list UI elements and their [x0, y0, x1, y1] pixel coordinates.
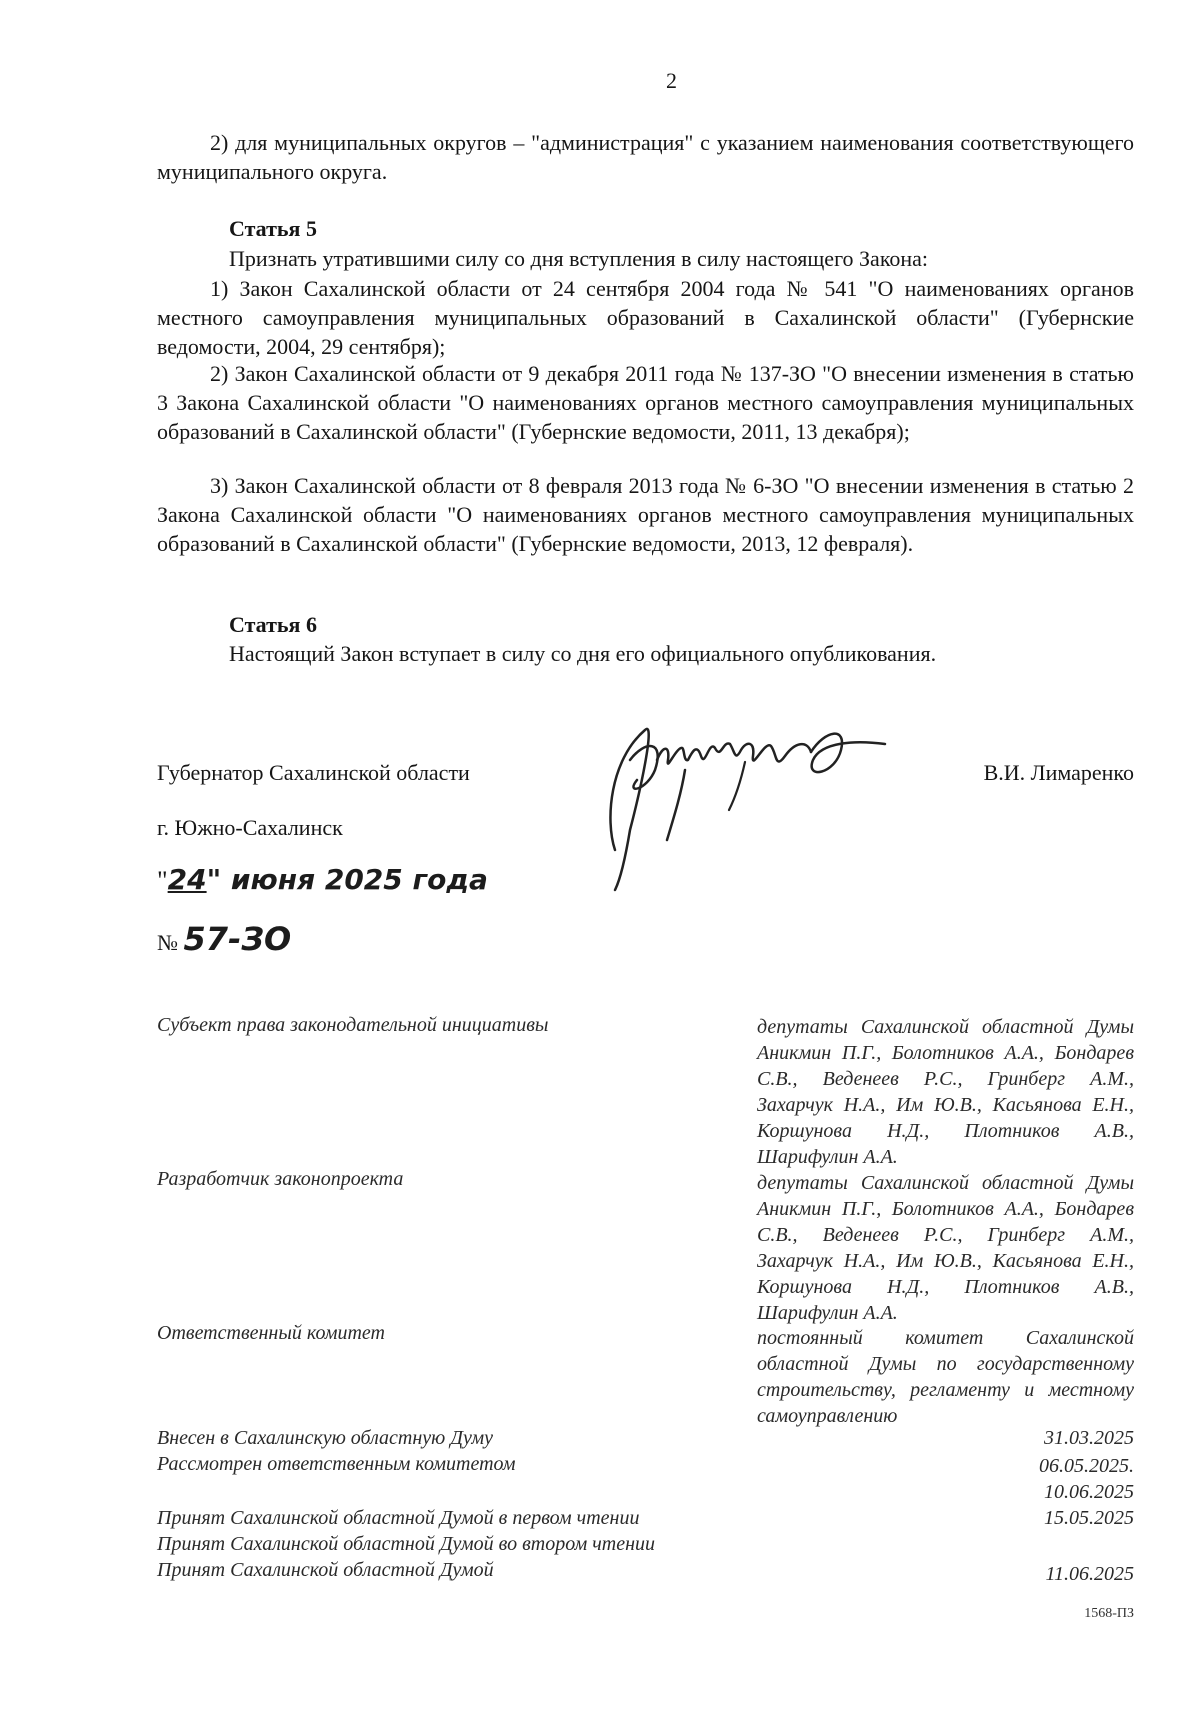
event-date: 31.03.2025	[1044, 1427, 1134, 1449]
city: г. Южно-Сахалинск	[157, 815, 343, 840]
date-quote: "	[157, 866, 168, 895]
signing-date	[157, 863, 488, 896]
article5-item-2: 2) Закон Сахалинской области от 9 декабря 2011 года № 137-ЗО "О внесении изменения в статью 3 Закона Сахалинской области "О наименованиях органов местного самоуправления муниципальных образований в Сахалинской области" (Губернские ведомости, 2011, 13 декабря);	[157, 361, 1134, 444]
committee-label: Ответственный комитет	[157, 1322, 385, 1344]
event-label: Принят Сахалинской областной Думой в первом чтении	[157, 1507, 640, 1529]
date-day: 24	[167, 863, 207, 896]
committee-value: постоянный комитет Сахалинской областной Думы по государственному строительству, регламенту и местному самоуправлению	[757, 1327, 1134, 1427]
event-label: Внесен в Сахалинскую областную Думу	[157, 1427, 494, 1449]
event-label: Принят Сахалинской областной Думой во втором чтении	[157, 1533, 656, 1555]
article6-heading: Статья 6	[229, 612, 317, 637]
event-label: Принят Сахалинской областной Думой	[157, 1559, 494, 1581]
event-date: 11.06.2025	[1045, 1563, 1134, 1585]
law-number	[157, 920, 291, 958]
article5-intro: Признать утратившими силу со дня вступления в силу настоящего Закона:	[229, 246, 929, 271]
subject-label: Субъект права законодательной инициативы	[157, 1014, 549, 1036]
developer-label: Разработчик законопроекта	[157, 1168, 404, 1190]
developer-value: депутаты Сахалинской областной Думы Аникмин П.Г., Болотников А.А., Бондарев С.В., Веденеев Р.С., Гринберг А.М., Захарчук Н.А., Им Ю.В., Касьянова Е.Н., Коршунова Н.Д., Плотников А.В., Шарифулин А.А.	[757, 1172, 1134, 1324]
article4-item2: 2) для муниципальных округов – "администрация" с указанием наименования соответствующего муниципального округа.	[157, 130, 1134, 184]
article5-heading: Статья 5	[229, 216, 317, 241]
page-number: 2	[666, 68, 677, 93]
subject-value: депутаты Сахалинской областной Думы Аникмин П.Г., Болотников А.А., Бондарев С.В., Веденеев Р.С., Гринберг А.М., Захарчук Н.А., Им Ю.В., Касьянова Е.Н., Коршунова Н.Д., Плотников А.В., Шарифулин А.А.	[757, 1016, 1134, 1168]
governor-name: В.И. Лимаренко	[983, 760, 1134, 785]
article5-item-1: 1) Закон Сахалинской области от 24 сентября 2004 года № 541 "О наименованиях органов местного самоуправления муниципальных образований в Сахалинской области" (Губернские ведомости, 2004, 29 сентября);	[157, 276, 1134, 359]
article6-text: Настоящий Закон вступает в силу со дня его официального опубликования.	[229, 641, 937, 666]
governor-position: Губернатор Сахалинской области	[157, 760, 470, 785]
number-sign: №	[157, 930, 178, 955]
event-date: 06.05.2025.	[1039, 1455, 1134, 1477]
governor-signature	[585, 700, 895, 900]
event-date: 10.06.2025	[1044, 1481, 1134, 1503]
footer-code: 1568-ПЗ	[1084, 1606, 1134, 1621]
number-value: 57-ЗО	[183, 920, 292, 958]
event-label: Рассмотрен ответственным комитетом	[157, 1453, 516, 1475]
article5-item-3: 3) Закон Сахалинской области от 8 февраля 2013 года № 6-ЗО "О внесении изменения в статью 2 Закона Сахалинской области "О наименованиях органов местного самоуправления муниципальных образований в Сахалинской области" (Губернские ведомости, 2013, 12 февраля).	[157, 473, 1134, 556]
event-date: 15.05.2025	[1044, 1507, 1134, 1529]
date-rest: " июня 2025 года	[206, 863, 488, 896]
